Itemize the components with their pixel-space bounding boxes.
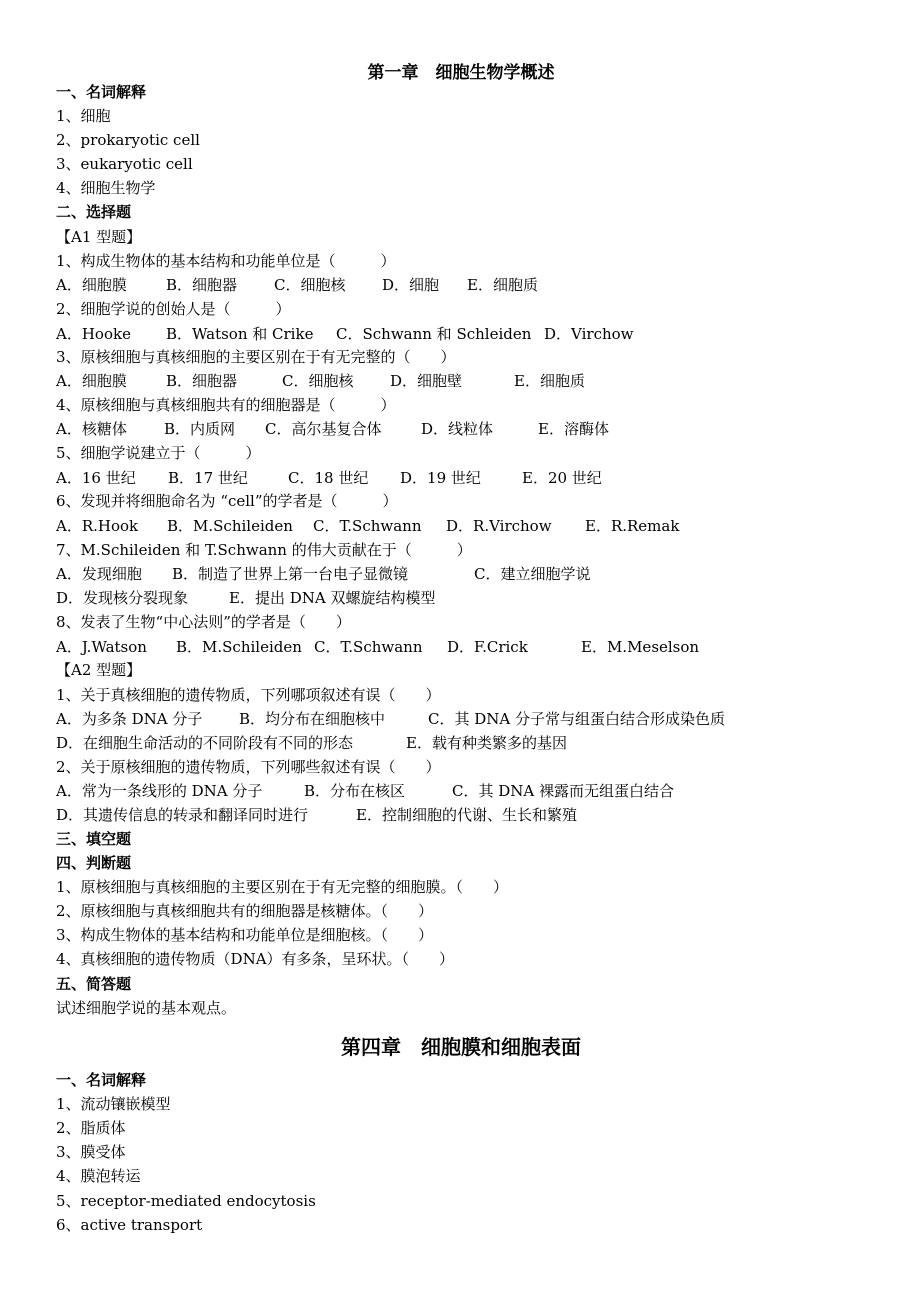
option: D．Virchow <box>544 325 634 343</box>
ch4-term: 1、流动镶嵌模型 <box>56 1095 171 1113</box>
ch4-term: 6、active transport <box>56 1216 203 1234</box>
option: B．17 世纪 <box>168 469 248 487</box>
option: D．F.Crick <box>447 638 528 656</box>
option: A．R.Hook <box>56 517 139 535</box>
ch1-term: 2、prokaryotic cell <box>56 131 200 149</box>
ch1-section-fill: 三、填空题 <box>56 830 132 848</box>
question: 5、细胞学说建立于（ ） <box>56 444 261 462</box>
option: D．其遗传信息的转录和翻译同时进行 <box>56 806 309 824</box>
option: D．19 世纪 <box>400 469 481 487</box>
option: B．制造了世界上第一台电子显微镜 <box>172 565 409 583</box>
option: C．T.Schwann <box>314 638 423 656</box>
option: E．细胞质 <box>467 276 538 294</box>
options-row <box>56 588 435 608</box>
option: C．建立细胞学说 <box>474 565 591 583</box>
judge-item: 1、原核细胞与真核细胞的主要区别在于有无完整的细胞膜。（ ） <box>56 878 509 896</box>
ch1-term: 3、eukaryotic cell <box>56 155 193 173</box>
option: A．细胞膜 <box>56 276 127 294</box>
options-row <box>56 781 674 801</box>
option: A．为多条 DNA 分子 <box>56 710 203 728</box>
judge-item: 2、原核细胞与真核细胞共有的细胞器是核糖体。（ ） <box>56 902 434 920</box>
option: A．常为一条线形的 DNA 分子 <box>56 782 263 800</box>
ch4-term: 2、脂质体 <box>56 1119 126 1137</box>
question: 2、关于原核细胞的遗传物质，下列哪些叙述有误（ ） <box>56 758 441 776</box>
option: D．细胞壁 <box>390 372 463 390</box>
a2-type-label: 【A2 型题】 <box>56 661 142 679</box>
option: A．细胞膜 <box>56 372 127 390</box>
options-row <box>56 371 585 391</box>
question: 1、关于真核细胞的遗传物质，下列哪项叙述有误（ ） <box>56 686 441 704</box>
ch4-term: 4、膜泡转运 <box>56 1167 141 1185</box>
option: A．Hooke <box>56 325 131 343</box>
option: A．核糖体 <box>56 420 127 438</box>
options-row <box>56 516 679 536</box>
option: C．其 DNA 裸露而无组蛋白结合 <box>452 782 674 800</box>
option: A．16 世纪 <box>56 469 136 487</box>
option: C．Schwann 和 Schleiden <box>336 325 532 343</box>
ch1-term: 1、细胞 <box>56 107 111 125</box>
options-row <box>56 564 590 584</box>
option: B．细胞器 <box>166 276 238 294</box>
options-row <box>56 733 567 753</box>
option: A．发现细胞 <box>56 565 142 583</box>
option: D．R.Virchow <box>446 517 552 535</box>
options-row <box>56 805 577 825</box>
short-answer-question: 试述细胞学说的基本观点。 <box>56 999 237 1017</box>
ch1-section-choice: 二、选择题 <box>56 203 132 221</box>
option: C．T.Schwann <box>313 517 422 535</box>
chapter-4-title: 第四章 细胞膜和细胞表面 <box>341 1035 581 1059</box>
option: C．其 DNA 分子常与组蛋白结合形成染色质 <box>428 710 725 728</box>
option: C．细胞核 <box>274 276 346 294</box>
option: D．在细胞生命活动的不同阶段有不同的形态 <box>56 734 354 752</box>
judge-item: 4、真核细胞的遗传物质（DNA）有多条，呈环状。（ ） <box>56 950 455 968</box>
ch1-section-judge: 四、判断题 <box>56 854 132 872</box>
options-row <box>56 324 634 344</box>
option: B．Watson 和 Crike <box>166 325 314 343</box>
option: B．M.Schileiden <box>167 517 293 535</box>
option: B．M.Schileiden <box>176 638 302 656</box>
question: 8、发表了生物“中心法则”的学者是（ ） <box>56 613 351 631</box>
option: B．分布在核区 <box>304 782 406 800</box>
option: E．20 世纪 <box>522 469 602 487</box>
option: D．发现核分裂现象 <box>56 589 189 607</box>
question: 3、原核细胞与真核细胞的主要区别在于有无完整的（ ） <box>56 348 456 366</box>
ch1-section-terms: 一、名词解释 <box>56 83 147 101</box>
option: D．线粒体 <box>421 420 494 438</box>
judge-item: 3、构成生物体的基本结构和功能单位是细胞核。（ ） <box>56 926 434 944</box>
option: E．控制细胞的代谢、生长和繁殖 <box>356 806 577 824</box>
option: A．J.Watson <box>56 638 147 656</box>
question: 1、构成生物体的基本结构和功能单位是（ ） <box>56 252 396 270</box>
option: E．R.Remak <box>585 517 680 535</box>
option: C．18 世纪 <box>288 469 369 487</box>
option: D．细胞 <box>382 276 440 294</box>
option: E．载有种类繁多的基因 <box>406 734 567 752</box>
options-row <box>56 275 538 295</box>
option: B．内质网 <box>164 420 236 438</box>
options-row <box>56 709 725 729</box>
options-row <box>56 419 609 439</box>
ch1-section-short: 五、简答题 <box>56 975 132 993</box>
option: E．细胞质 <box>514 372 585 390</box>
question: 4、原核细胞与真核细胞共有的细胞器是（ ） <box>56 396 396 414</box>
options-row <box>56 468 602 488</box>
option: B．细胞器 <box>166 372 238 390</box>
question: 6、发现并将细胞命名为 “cell”的学者是（ ） <box>56 492 398 510</box>
option: C．细胞核 <box>282 372 354 390</box>
option: B．均分布在细胞核中 <box>239 710 386 728</box>
question: 7、M.Schileiden 和 T.Schwann 的伟大贡献在于（ ） <box>56 541 472 559</box>
a1-type-label: 【A1 型题】 <box>56 228 142 246</box>
ch4-term: 3、膜受体 <box>56 1143 126 1161</box>
option: E．提出 DNA 双螺旋结构模型 <box>229 589 436 607</box>
options-row <box>56 637 699 657</box>
option: E．溶酶体 <box>538 420 609 438</box>
option: E．M.Meselson <box>581 638 700 656</box>
question: 2、细胞学说的创始人是（ ） <box>56 300 291 318</box>
ch4-term: 5、receptor-mediated endocytosis <box>56 1192 316 1210</box>
chapter-1-title: 第一章 细胞生物学概述 <box>367 63 555 83</box>
ch1-term: 4、细胞生物学 <box>56 179 156 197</box>
option: C．高尔基复合体 <box>265 420 382 438</box>
ch4-section-terms: 一、名词解释 <box>56 1071 147 1089</box>
